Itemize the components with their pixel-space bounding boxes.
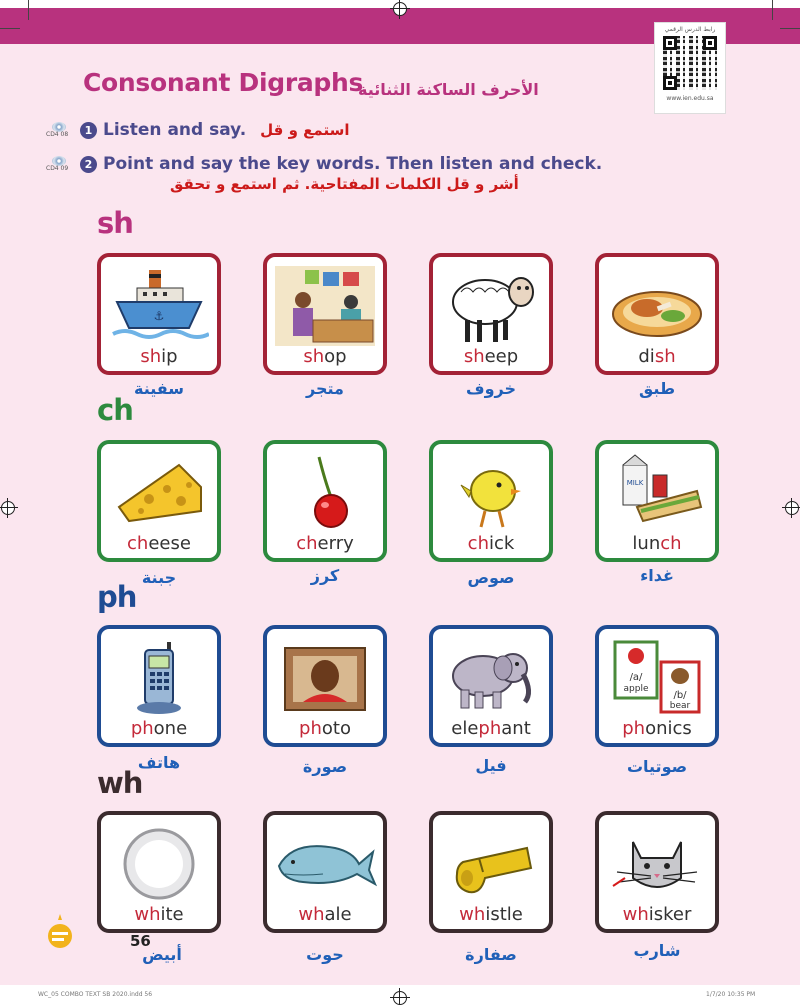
word-card-whisker[interactable] [595, 811, 719, 933]
print-slug: WC_05 COMBO TEXT SB 2020.indd 56 [38, 991, 153, 998]
qr-code-box[interactable] [654, 22, 726, 114]
ship-icon [101, 263, 217, 349]
instruction-2 [46, 154, 602, 174]
instruction-1 [46, 120, 349, 140]
shop-icon [267, 263, 383, 349]
step-number: 1 [80, 122, 97, 139]
phone-icon [101, 635, 217, 721]
crop-mark [772, 0, 773, 20]
section-label: wh [97, 766, 143, 800]
print-timestamp: 1/7/20 10:35 PM [706, 991, 756, 998]
section-label: ph [97, 580, 137, 614]
word-label: chick [467, 533, 515, 554]
registration-mark [785, 501, 799, 515]
word-card-phonics[interactable] [595, 625, 719, 747]
arabic-label: صوتيات [626, 757, 688, 776]
registration-mark [393, 2, 407, 16]
word-label: shop [303, 346, 347, 367]
white-icon [101, 821, 217, 907]
svg-text:⚓: ⚓ [153, 309, 165, 323]
word-card-ship[interactable] [97, 253, 221, 375]
word-card-photo[interactable] [263, 625, 387, 747]
audio-cd-icon[interactable]: CD4 08 [46, 122, 72, 138]
cherry-icon [267, 450, 383, 536]
word-card-phone[interactable] [97, 625, 221, 747]
arabic-label: هاتف [137, 753, 181, 772]
svg-text:apple: apple [623, 684, 649, 694]
page-title-arabic: الأحرف الساكنة الثنائية [358, 80, 539, 99]
arabic-label: جبنة [141, 568, 177, 587]
lunch-icon [599, 450, 715, 536]
svg-text:bear: bear [669, 701, 691, 711]
word-label: elephant [451, 718, 531, 739]
crop-mark [0, 28, 20, 29]
word-card-shop[interactable] [263, 253, 387, 375]
word-card-whale[interactable] [263, 811, 387, 933]
arabic-label: حوت [306, 945, 344, 964]
page-number: 56 [130, 932, 151, 950]
arabic-label: متجر [306, 379, 344, 398]
phonics-icon [599, 635, 715, 721]
arabic-label: أبيض [142, 945, 182, 964]
word-card-lunch[interactable] [595, 440, 719, 562]
crop-mark [28, 0, 29, 20]
section-label: sh [97, 206, 133, 240]
word-card-elephant[interactable] [429, 625, 553, 747]
elephant-icon [433, 635, 549, 721]
word-card-chick[interactable] [429, 440, 553, 562]
audio-cd-icon[interactable]: CD4 09 [46, 156, 72, 172]
arabic-label: خروف [465, 379, 516, 398]
arabic-label: صوص [467, 568, 515, 587]
word-card-white[interactable] [97, 811, 221, 933]
qr-caption: رابط الدرس الرقمي [664, 26, 716, 33]
svg-text:MILK: MILK [626, 479, 644, 487]
chick-icon [433, 450, 549, 536]
word-card-cherry[interactable] [263, 440, 387, 562]
whistle-icon [433, 821, 549, 907]
registration-mark [1, 501, 15, 515]
instruction-text-arabic: استمع و قل [260, 121, 350, 139]
word-label: phone [130, 718, 188, 739]
word-label: whisker [622, 904, 692, 925]
arabic-label: كرز [310, 566, 340, 585]
word-label: dish [638, 346, 676, 367]
page-title: Consonant Digraphs [83, 68, 364, 97]
arabic-label: صورة [302, 757, 348, 776]
word-label: photo [299, 718, 351, 739]
word-label: white [134, 904, 184, 925]
word-card-dish[interactable] [595, 253, 719, 375]
word-label: cherry [296, 533, 354, 554]
word-card-whistle[interactable] [429, 811, 553, 933]
photo-icon [267, 635, 383, 721]
arabic-label: شارب [633, 941, 681, 960]
arabic-label: طبق [638, 379, 676, 398]
word-card-sheep[interactable] [429, 253, 553, 375]
crop-mark [780, 28, 800, 29]
publisher-logo-icon [46, 912, 74, 952]
whale-icon [267, 821, 383, 907]
word-card-cheese[interactable] [97, 440, 221, 562]
arabic-label: غداء [640, 566, 674, 585]
word-label: whistle [459, 904, 523, 925]
step-number: 2 [80, 156, 97, 173]
qr-code-icon[interactable] [663, 36, 717, 90]
arabic-label: سفينة [133, 379, 184, 398]
arabic-label: صفارة [465, 945, 517, 964]
registration-mark [393, 991, 407, 1005]
dish-icon [599, 263, 715, 349]
instruction-text: Listen and say. [103, 120, 247, 140]
word-label: sheep [463, 346, 519, 367]
svg-text:/b/: /b/ [673, 690, 687, 701]
word-label: phonics [622, 718, 692, 739]
section-label: ch [97, 393, 133, 427]
word-label: ship [140, 346, 178, 367]
arabic-label: فيل [475, 756, 507, 775]
word-label: lunch [632, 533, 682, 554]
sheep-icon [433, 263, 549, 349]
word-label: cheese [127, 533, 191, 554]
cheese-icon [101, 450, 217, 536]
svg-text:/a/: /a/ [629, 672, 643, 683]
instruction-text: Point and say the key words. Then listen and check. [103, 154, 603, 174]
instruction-text-arabic: أشر و قل الكلمات المفتاحية. ثم استمع و تحقق [170, 175, 519, 193]
qr-url: www.ien.edu.sa [666, 95, 714, 102]
whisker-icon [599, 821, 715, 907]
word-label: whale [298, 904, 352, 925]
